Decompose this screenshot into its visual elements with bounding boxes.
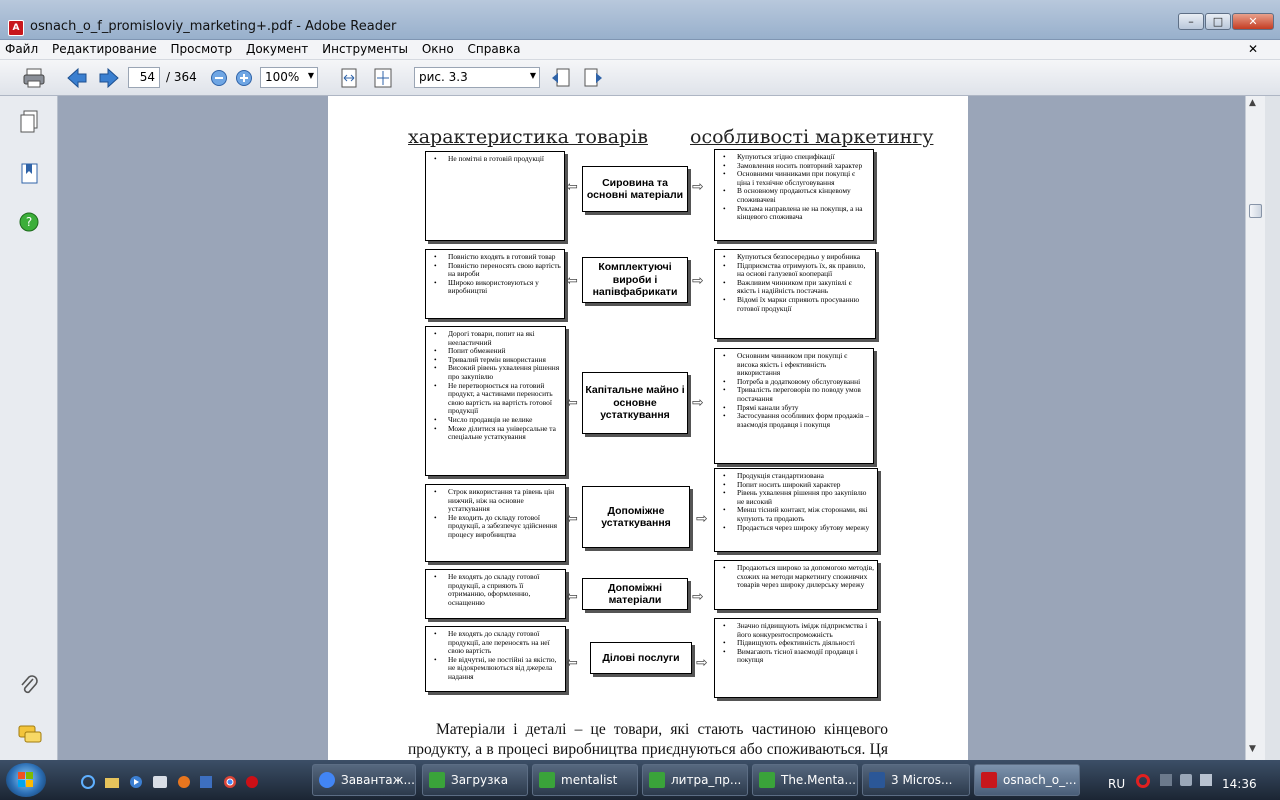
header-marketing-features: особливості маркетингу — [690, 126, 934, 148]
chrome-icon[interactable] — [222, 775, 238, 789]
pdf-page — [328, 96, 968, 760]
list-item: • Високий рівень ухвалення рішення про закупівлю — [448, 364, 562, 381]
body-paragraph: Матеріали і деталі – це товари, які стають частиною кінцевого продукту, а в процесі виробництва приєднуються або споживаються. Ця — [408, 721, 888, 758]
row-2-marketing — [714, 249, 876, 339]
list-item: • Широко використовуються у виробництві — [448, 279, 561, 296]
taskbar — [0, 760, 1280, 800]
language-indicator[interactable]: RU — [1108, 777, 1126, 791]
row-5-category: Допоміжні матеріали — [582, 578, 688, 610]
zoom-select[interactable] — [260, 67, 318, 88]
list-item: • Значно підвищують імідж підприємства і його конкурентоспроможність — [737, 622, 874, 639]
row-1-category: Сировина та основні матеріали — [582, 166, 688, 212]
ie-icon[interactable] — [80, 775, 96, 789]
row-6-characteristics — [425, 626, 566, 692]
row-2-category: Комплектуючі вироби і напівфабрикати — [582, 257, 688, 303]
menu-bar — [0, 40, 1280, 60]
row-5-marketing — [714, 560, 878, 610]
scroll-up-icon[interactable]: ▲ — [1249, 98, 1256, 108]
row-4-marketing — [714, 468, 878, 552]
list-item: • Попит носить широкий характер — [737, 481, 874, 490]
attachments-icon[interactable] — [18, 674, 40, 701]
list-item: • Попит обмежений — [448, 347, 562, 356]
close-button[interactable]: ✕ — [1232, 13, 1274, 30]
find-previous-icon[interactable] — [550, 67, 572, 89]
right-edge-panel — [1265, 96, 1280, 760]
minimize-button[interactable]: – — [1178, 13, 1204, 30]
taskbar-item-zagruzka[interactable]: Загрузка — [422, 764, 528, 796]
next-page-icon[interactable] — [98, 67, 120, 89]
list-item: • Рівень ухвалення рішення про закупівлю не високий — [737, 489, 874, 506]
list-item: • Число продавців не велике — [448, 416, 562, 425]
menu-help[interactable]: Справка — [467, 42, 521, 56]
list-item: • Відомі їх марки сприяють просуванню готової продукції — [737, 296, 872, 313]
list-item: • Не входять до складу готової продукції, але переносять на неї свою вартість — [448, 630, 562, 656]
chevron-down-icon[interactable]: ▼ — [307, 71, 314, 80]
fit-width-icon[interactable] — [338, 67, 360, 89]
list-item: • Продукція стандартизована — [737, 472, 874, 481]
taskbar-item-the-mentalist[interactable]: The.Menta... — [752, 764, 858, 796]
menu-window[interactable]: Окно — [421, 42, 454, 56]
arrow-left-icon: ⇦ — [566, 273, 578, 289]
zoom-in-icon[interactable] — [235, 69, 253, 91]
save-app-icon[interactable] — [198, 775, 214, 789]
menu-view[interactable]: Просмотр — [170, 42, 233, 56]
volume-icon[interactable] — [1200, 774, 1212, 786]
scroll-thumb[interactable] — [1249, 204, 1262, 218]
list-item: • Не помітні в готовій продукції — [448, 155, 561, 164]
list-item: • Строк використання та рівень цін нижчий, ніж на основне устаткування — [448, 488, 562, 514]
list-item: • Дорогі товари, попит на які нееластичний — [448, 330, 562, 347]
comments-icon[interactable] — [18, 724, 42, 749]
list-item: • Підвищують ефективність діяльності — [737, 639, 874, 648]
toolbar — [0, 60, 1280, 96]
menu-edit[interactable]: Редактирование — [51, 42, 157, 56]
taskbar-item-mentalist[interactable]: mentalist — [532, 764, 638, 796]
print-icon[interactable] — [22, 67, 46, 89]
list-item: • Підприємства отримують їх, як правило, на основі галузевої кооперації — [737, 262, 872, 279]
media-player-icon[interactable] — [128, 775, 144, 789]
list-item: • Купуються безпосередньо у виробника — [737, 253, 872, 262]
window-titlebar[interactable] — [0, 0, 1280, 40]
arrow-left-icon: ⇦ — [566, 179, 578, 195]
opera-tray-icon[interactable] — [1136, 774, 1150, 788]
arrow-right-icon: ⇨ — [696, 655, 708, 671]
menu-file[interactable]: Файл — [5, 42, 39, 56]
row-3-category: Капітальне майно і основне устаткування — [582, 372, 688, 434]
row-4-category: Допоміжне устаткування — [582, 486, 690, 548]
navigation-panel — [0, 96, 58, 760]
list-item: • Не входить до складу готової продукції, а забезпечує здійснення процесу виробництва — [448, 514, 562, 540]
list-item: • Менш тісний контакт, між сторонами, які купують та продають — [737, 506, 874, 523]
taskbar-item-litra[interactable]: литра_пр... — [642, 764, 748, 796]
taskbar-item-word[interactable]: 3 Micros... — [862, 764, 970, 796]
row-5-characteristics — [425, 569, 566, 619]
list-item: • Замовлення носить повторний характер — [737, 162, 870, 171]
search-query: рис. 3.3 — [419, 70, 468, 84]
search-field[interactable] — [414, 67, 540, 88]
row-3-marketing — [714, 348, 874, 464]
arrow-right-icon: ⇨ — [692, 395, 704, 411]
arrow-right-icon: ⇨ — [692, 589, 704, 605]
row-6-category: Ділові послуги — [590, 642, 692, 674]
row-1-marketing — [714, 149, 874, 241]
list-item: • Не входять до складу готової продукції, а сприяють її отриманню, оформленню, оснащенню — [448, 573, 562, 607]
page-total: / 364 — [166, 70, 197, 84]
app-icon[interactable] — [152, 775, 168, 789]
svg-text:?: ? — [25, 215, 33, 229]
list-item: • Не відчутні, не постійні за якістю, не відокремлюються від джерела надання — [448, 656, 562, 682]
arrow-left-icon: ⇦ — [566, 655, 578, 671]
list-item: • Продаються широко за допомогою методів, схожих на методи маркетингу споживчих товарів через широку дилерську мережу — [737, 564, 874, 590]
arrow-left-icon: ⇦ — [566, 589, 578, 605]
header-product-characteristics: характеристика товарів — [408, 126, 648, 148]
arrow-left-icon: ⇦ — [566, 511, 578, 527]
list-item: • В основному продаються кінцевому споживачеві — [737, 187, 870, 204]
list-item: • Може ділитися на універсальне та спеціальне устаткування — [448, 425, 562, 442]
list-item: • Продається через широку збутову мережу — [737, 524, 874, 533]
document-viewport[interactable] — [58, 96, 1245, 760]
document-close-icon[interactable]: ✕ — [1247, 42, 1258, 56]
list-item: • Потреба в додатковому обслуговуванні — [737, 378, 870, 387]
opera-icon[interactable] — [244, 775, 260, 789]
list-item: • Реклама направлена не на покупця, а на кінцевого споживача — [737, 205, 870, 222]
list-item: • Важливим чинником при закупівлі є якість і надійність постачань — [737, 279, 872, 296]
arrow-right-icon: ⇨ — [696, 511, 708, 527]
bookmarks-panel-icon[interactable] — [20, 162, 40, 189]
start-button[interactable] — [6, 763, 46, 797]
list-item: • Купуються згідно специфікації — [737, 153, 870, 162]
list-item: • Тривалий термін використання — [448, 356, 562, 365]
chevron-down-icon[interactable]: ▼ — [529, 71, 536, 80]
scroll-down-icon[interactable]: ▼ — [1249, 744, 1256, 754]
arrow-right-icon: ⇨ — [692, 179, 704, 195]
fit-page-icon[interactable] — [372, 67, 394, 89]
page-number-input[interactable]: 54 — [128, 67, 160, 88]
find-next-icon[interactable] — [582, 67, 604, 89]
row-6-marketing — [714, 618, 878, 698]
list-item: • Тривалість переговорів по поводу умов постачання — [737, 386, 870, 403]
row-2-characteristics — [425, 249, 565, 319]
help-icon[interactable] — [19, 212, 39, 235]
list-item: • Основним чинником при покупці є висока якість і ефективність використання — [737, 352, 870, 378]
list-item: • Повністю переносять свою вартість на вироби — [448, 262, 561, 279]
list-item: • Не перетворюється на готовий продукт, а частинами переносить свою вартість на вартість готової продукції — [448, 382, 562, 416]
list-item: • Прямі канали збуту — [737, 404, 870, 413]
firefox-icon[interactable] — [176, 775, 192, 789]
network-icon[interactable] — [1160, 774, 1172, 786]
clock[interactable]: 14:36 — [1222, 777, 1257, 791]
adobe-reader-icon: A — [8, 20, 24, 36]
arrow-right-icon: ⇨ — [692, 273, 704, 289]
vertical-scrollbar[interactable] — [1245, 96, 1265, 760]
list-item: • Повністю входять в готовий товар — [448, 253, 561, 262]
row-3-characteristics — [425, 326, 566, 476]
row-4-characteristics — [425, 484, 566, 562]
row-1-characteristics — [425, 151, 565, 241]
window-title: osnach_o_f_promisloviy_marketing+.pdf - Adobe Reader — [30, 19, 397, 34]
folder-icon[interactable] — [104, 775, 120, 789]
menu-tools[interactable]: Инструменты — [322, 42, 408, 56]
taskbar-item-adobe-reader[interactable]: osnach_o_... — [974, 764, 1080, 796]
menu-document[interactable]: Документ — [245, 42, 309, 56]
list-item: • Застосування особливих форм продажів – взаємодія продавця і покупця — [737, 412, 870, 429]
list-item: • Вимагають тісної взаємодії продавця і покупця — [737, 648, 874, 665]
maximize-button[interactable]: □ — [1205, 13, 1231, 30]
taskbar-item-downloads[interactable]: Завантаж... — [312, 764, 416, 796]
pages-panel-icon[interactable] — [20, 110, 40, 137]
system-tray — [1100, 760, 1280, 800]
zoom-out-icon[interactable] — [210, 69, 228, 91]
tray-app-icon[interactable] — [1180, 774, 1192, 786]
previous-page-icon[interactable] — [66, 67, 88, 89]
list-item: • Основними чинниками при покупці є ціна і технічне обслуговування — [737, 170, 870, 187]
zoom-value: 100% — [265, 70, 300, 84]
arrow-left-icon: ⇦ — [566, 395, 578, 411]
